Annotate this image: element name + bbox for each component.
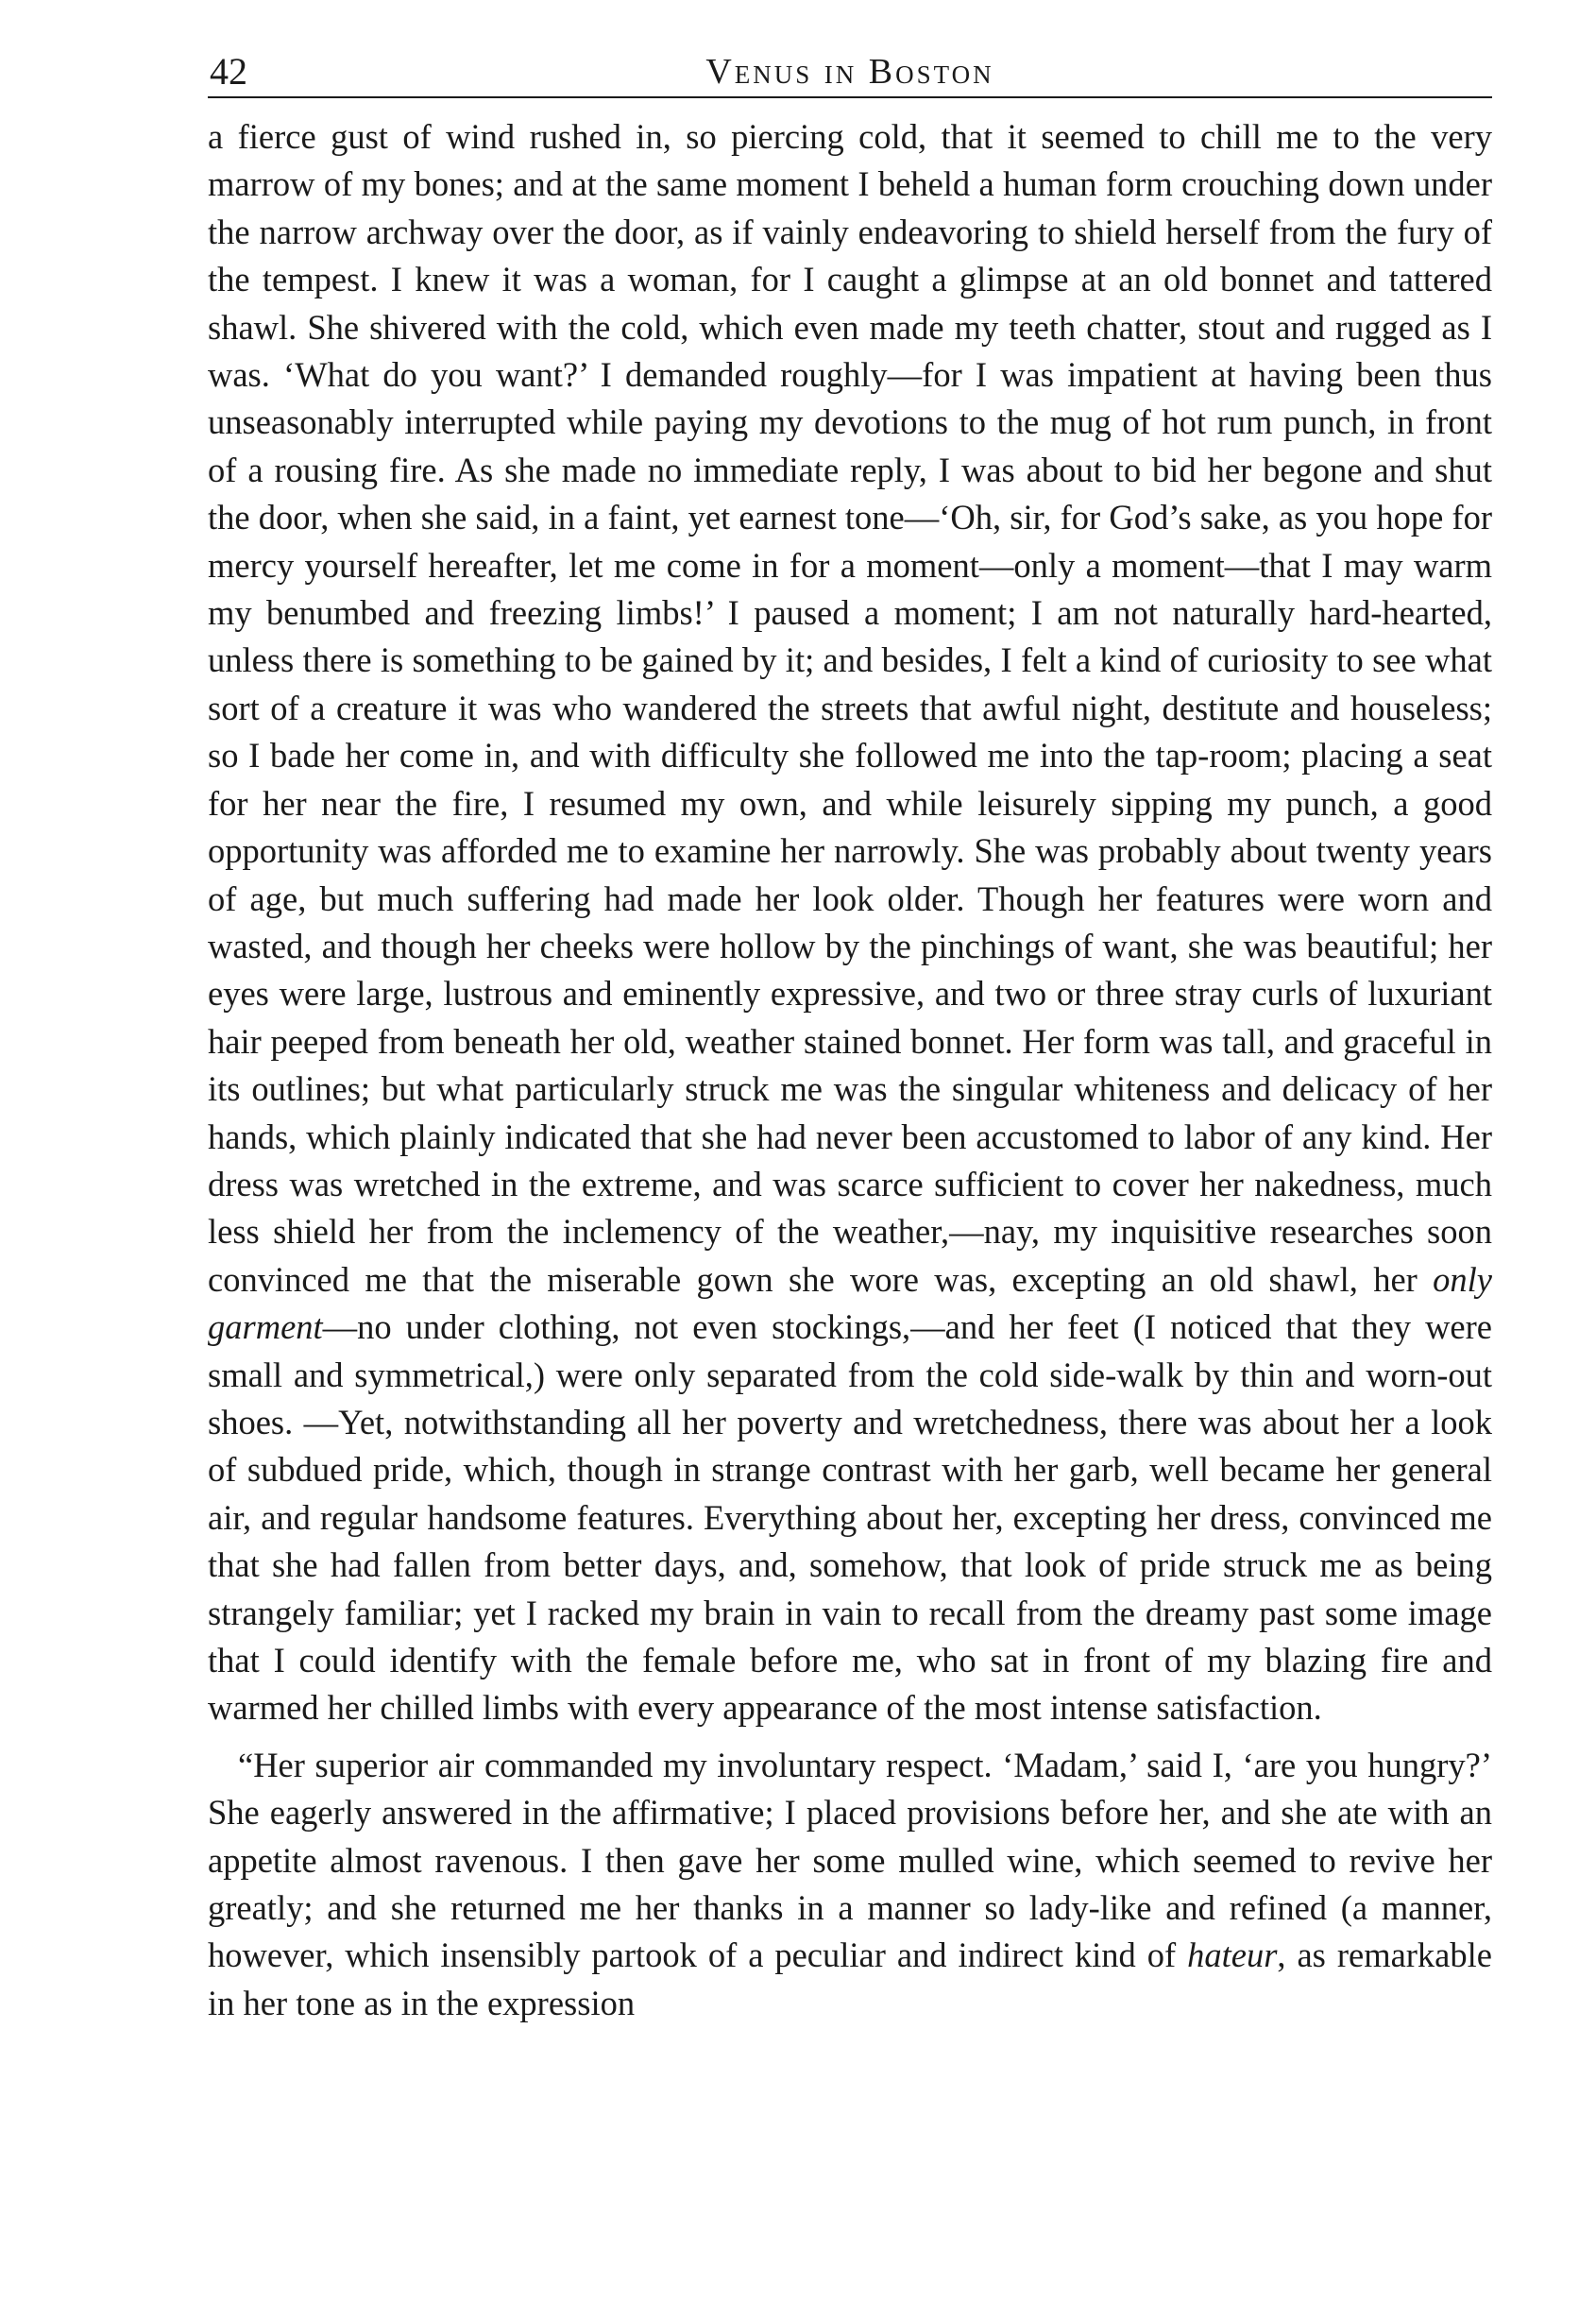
- paragraph-2-text-a: “Her superior air commanded my involuntary respect. ‘Madam,’ said I, ‘are you hungry?’ She eagerly answered in the affirmative; I placed provisions before her, and she ate with an appetite almost ravenous. I then gave her some mulled wine, which seemed to revive her greatly; and she returned me her thanks in a manner so lady-like and refined (a manner, however, which insensibly partook of a peculiar and indirect kind of: [208, 1745, 1492, 1975]
- paragraph-1: [208, 113, 1492, 1732]
- paragraph-1-text-b: —no under clothing, not even stockings,—and her feet (I noticed that they were small and symmetrical,) were only separated from the cold side-walk by thin and worn-out shoes. —Yet, notwithstanding all her poverty and wretchedness, there was about her a look of subdued pride, which, though in strange contrast with her garb, well became her general air, and regular handsome features. Everything about her, excepting her dress, convinced me that she had fallen from better days, and, somehow, that look of pride struck me as being strangely familiar; yet I racked my brain in vain to recall from the dreamy past some image that I could identify with the female before me, who sat in front of my blazing fire and warmed her chilled limbs with every appearance of the most intense satisfaction.: [208, 1307, 1492, 1728]
- paragraph-2: [208, 1742, 1492, 2027]
- page-number: 42: [210, 50, 247, 93]
- book-page: [208, 49, 1492, 2027]
- paragraph-2-text-b: , as remarkable in her tone as in the expression: [208, 1935, 1492, 2022]
- book-title: Venus in Boston: [705, 52, 994, 92]
- paragraph-1-italic-phrase: only garment: [208, 1259, 1492, 1347]
- paragraph-1-text-a: a fierce gust of wind rushed in, so piercing cold, that it seemed to chill me to the very marrow of my bones; and at the same moment I beheld a human form crouching down under the narrow archway over the door, as if vainly endeavoring to shield herself from the fury of the tempest. I knew it was a woman, for I caught a glimpse at an old bonnet and tattered shawl. She shivered with the cold, which even made my teeth chatter, stout and rugged as I was. ‘What do you want?’ I demanded roughly—for I was impatient at having been thus unseasonably interrupted while paying my devotions to the mug of hot rum punch, in front of a rousing fire. As she made no immediate reply, I was about to bid her begone and shut the door, when she said, in a faint, yet earnest tone—‘Oh, sir, for God’s sake, as you hope for mercy yourself hereafter, let me come in for a moment—only a moment—that I may warm my benumbed and freezing limbs!’ I paused a moment; I am not naturally hard-hearted, unless there is something to be gained by it; and besides, I felt a kind of curiosity to see what sort of a creature it was who wandered the streets that awful night, destitute and houseless; so I bade her come in, and with difficulty she followed me into the tap-room; placing a seat for her near the fire, I resumed my own, and while leisurely sipping my punch, a good opportunity was afforded me to examine her narrowly. She was probably about twenty years of age, but much suffering had made her look older. Though her features were worn and wasted, and though her cheeks were hollow by the pinchings of want, she was beautiful; her eyes were large, lustrous and eminently expressive, and two or three stray curls of luxuriant hair peeped from beneath her old, weather stained bonnet. Her form was tall, and graceful in its outlines; but what particularly struck me was the singular whiteness and delicacy of her hands, which plainly indicated that she had never been accustomed to labor of any kind. Her dress was wretched in the extreme, and was scarce sufficient to cover her nakedness, much less shield her from the inclemency of the weather,—nay, my inquisitive researches soon convinced me that the miserable gown she wore was, excepting an old shawl, her: [208, 117, 1492, 1299]
- paragraph-2-italic-word: hateur: [1187, 1935, 1278, 1975]
- running-head: [208, 49, 1492, 98]
- body-text: [208, 113, 1492, 2027]
